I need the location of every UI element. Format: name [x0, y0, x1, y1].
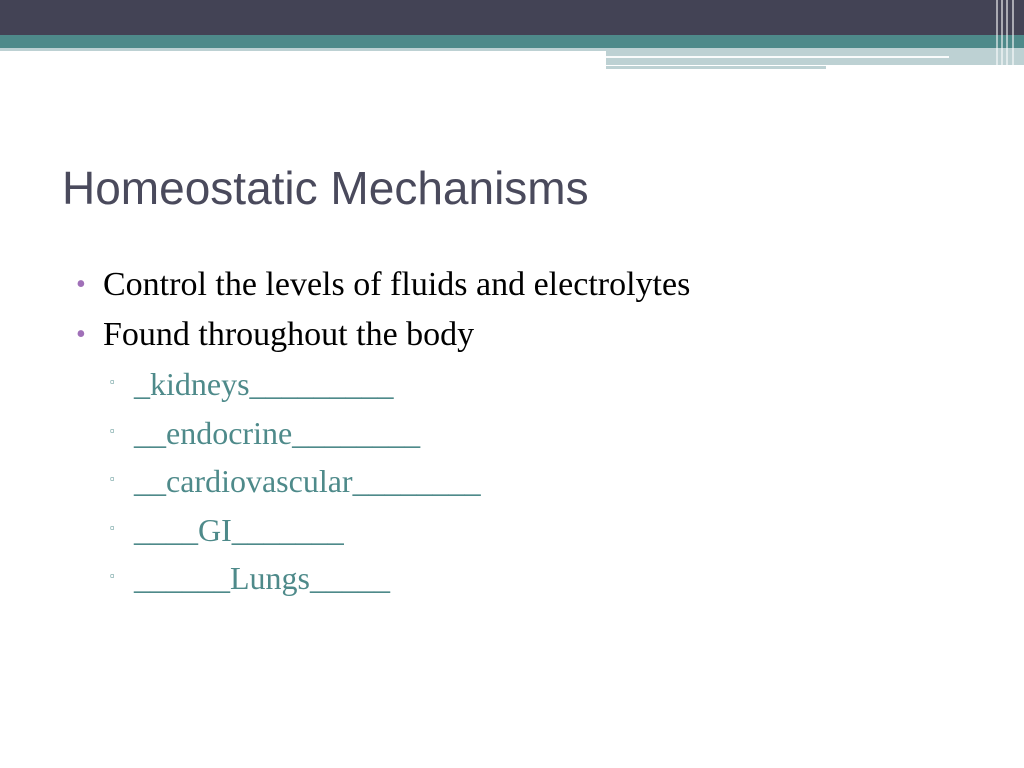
- square-bullet-icon: ▫: [110, 519, 115, 535]
- sub-bullet-text: __endocrine________: [134, 414, 421, 451]
- bullet-text: Control the levels of fluids and electrolytes: [103, 266, 691, 303]
- square-bullet-icon: ▫: [110, 568, 115, 583]
- header-stripe: [996, 0, 998, 70]
- sub-bullet-item: [82, 457, 976, 506]
- bullet-item: [76, 310, 976, 360]
- square-bullet-icon: ▫: [110, 422, 115, 438]
- bullet-icon: •: [76, 319, 86, 350]
- header-light-bar: [0, 48, 606, 51]
- slide-body: [76, 260, 976, 603]
- header-accent-line: [606, 56, 949, 58]
- header-accent-line-lower: [606, 66, 826, 69]
- sub-bullet-text: ____GI_______: [134, 511, 344, 548]
- sub-bullet-item: [82, 554, 976, 603]
- bullet-text: Found throughout the body: [103, 316, 475, 353]
- header-stripe: [1012, 0, 1014, 70]
- sub-bullet-item: [82, 506, 976, 555]
- sub-bullet-text: __cardiovascular________: [134, 463, 481, 499]
- bullet-item: [76, 260, 976, 310]
- bullet-icon: •: [76, 269, 86, 300]
- bullet-list: [76, 260, 976, 360]
- sub-bullet-item: [82, 360, 976, 409]
- square-bullet-icon: ▫: [110, 471, 115, 486]
- sub-bullet-text: ______Lungs_____: [134, 560, 390, 596]
- slide-title: Homeostatic Mechanisms: [62, 162, 589, 214]
- sub-bullet-text: _kidneys_________: [134, 366, 394, 402]
- header-stripe: [1001, 0, 1003, 70]
- header-dark-bar: [0, 0, 1024, 35]
- square-bullet-icon: ▫: [110, 374, 115, 389]
- sub-bullet-item: [82, 409, 976, 458]
- sub-bullet-list: [82, 360, 976, 603]
- header-stripe: [1006, 0, 1008, 70]
- header-teal-bar: [0, 35, 1024, 48]
